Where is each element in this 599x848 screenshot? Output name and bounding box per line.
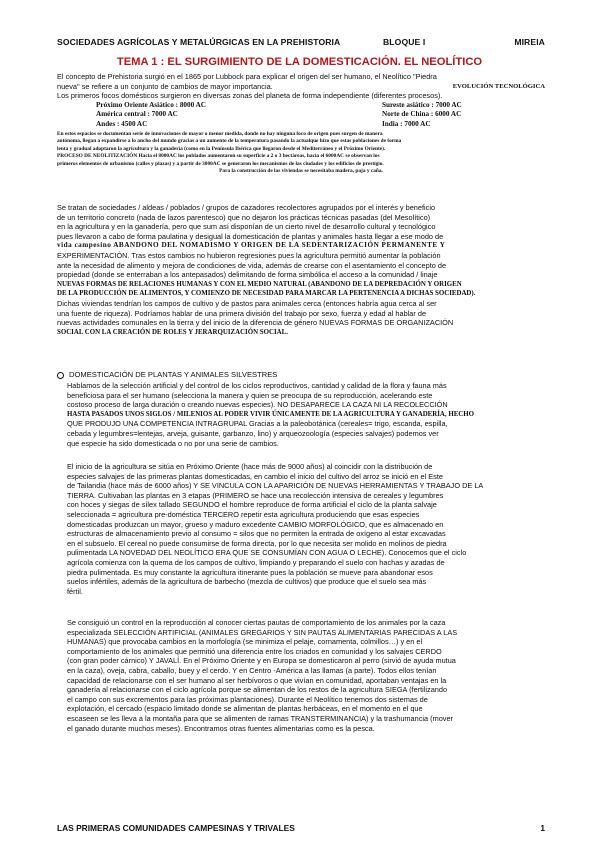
intro-paragraph xyxy=(57,72,545,101)
focus-item: Sureste asiático : 7000 AC xyxy=(382,101,462,109)
text-line: beneficiosa para el ser humano (selecciona la manera y quien se preocupa de su reproducción, acelerando este xyxy=(67,390,433,400)
text-line: explotación, el cercado (espacio limitado donde se alimentan de plantas herbáceas, en el momento en el que xyxy=(67,704,423,714)
text-line: domesticadas produzcan un mayor, grueso y maduro excedente CAMBIO MORFOLÓGICO, que es almacenado en xyxy=(67,519,444,529)
intro-highlight: EVOLUCIÓN TECNOLÓGICA xyxy=(452,82,545,90)
page-number: 1 xyxy=(540,823,545,833)
text-line: en la caza), oveja, cabra, caballo, buey y el cerdo. Y en Centro -América a las llamas (a parte). Todos ellos tenían xyxy=(67,665,437,675)
text-line: en la agricultura y en la ganadería, pero que sum así disponían de un cierto nivel de desarrollo cultural y tecnológico xyxy=(57,222,436,232)
header-block: BLOQUE I xyxy=(383,37,426,47)
note-line: En estos espacios se documentan serie de innovaciones de mayor o menor medida, donde no hay ninguna foco de origen pues surgen de manera xyxy=(57,131,383,137)
text-line: vida campesino ABANDONO DEL NOMADISMO Y ORIGEN DE LA SEDENTARIZACIÓN PERMANENTE Y xyxy=(57,241,446,250)
intro-line-text: nueva" se refiere a un conjunto de cambios de mayor importancia. xyxy=(57,81,273,91)
text-line: pulimentada LA NOVEDAD DEL NEOLÍTICO ERA QUE SE CONSUMÍAN CON AGUA O LECHE). Conocemos que el ciclo xyxy=(67,548,467,558)
text-line: en el subsuelo. El cereal no puede consumirse de forma directa, por lo que necesita ser molido en molinos de piedra xyxy=(67,538,447,548)
text-line: capacidad de relacionarse con el ser humano al ser herbívoros o que vivían en comunidad, aportaban ventajas en la xyxy=(67,675,447,685)
text-line: seleccionada = agricultura pre-doméstica TERCERO repetir esta agricultura produciendo que esas especies xyxy=(67,509,420,519)
paragraph-societies xyxy=(57,203,545,337)
note-line: Para la construcción de las viviendas se necesitaba madera, paja y caña. xyxy=(219,168,383,175)
text-line: ganadería al relacionarse con el ciclo agrícola porque se alimentan de los restos de la agricultura SIEGA (fertilizando xyxy=(67,685,448,695)
paragraph-agriculture xyxy=(67,462,545,596)
intro-line: El concepto de Prehistoria surgió en el 1865 por Lubbock para explicar el origen del ser humano, el Neolítico "Piedra xyxy=(57,72,437,81)
text-line: SOCIAL CON LA CREACIÓN DE ROLES Y JERARQUIZACIÓN SOCIAL. xyxy=(57,328,288,336)
text-line: costoso proceso de larga duración o creando nuevas especies). NO DESAPARECE LA CAZA NI LA RECOLECCIÓN xyxy=(67,400,448,410)
neolithization-note xyxy=(57,131,545,175)
text-line: escaseen se les lleva a la montaña para que se alimenten de ramas TRANSTERMINANCIA) y la trashumancia (mover xyxy=(67,713,453,723)
section-title: DOMESTICACIÓN DE PLANTAS Y ANIMALES SILVESTRES xyxy=(69,370,278,379)
text-line: que especie ha sido domesticada o no por una serie de cambios. xyxy=(67,438,279,448)
foci-row xyxy=(96,110,566,119)
text-line: Se tratan de sociedades / aldeas / poblados / grupos de cazadores recolectores agrupados por el interés y beneficio xyxy=(57,203,436,212)
text-line: suelos infértiles, además de la agricultura de barbecho (mezcla de cultivos) que produce que el suelo sea más xyxy=(67,577,427,587)
header-course-title: SOCIEDADES AGRÍCOLAS Y METALÚRGICAS EN LA PREHISTORIA xyxy=(57,37,341,47)
text-line: piedra pulimentada. Es muy constante la agricultura itinerante pues la población se mueve para abandonar esos xyxy=(67,567,433,577)
text-line: una fuente de riqueza). Podríamos hablar de una primera división del trabajo por sexo, fuerza y edad al hablar de xyxy=(57,308,427,318)
focus-item: Andes : 4500 AC xyxy=(96,119,148,128)
focus-item: Próximo Oriente Asiático : 8000 AC xyxy=(96,101,206,109)
note-line: lenta y gradual adoptaron la agricultura y la ganadería (como en la Península Ibérica que llegaron desde el Mediterráneo y el Próximo Oriente). xyxy=(57,145,386,152)
note-line: autónoma, llegan a expandirse a lo ancho del mundo gracias a un aumento de la temperatura pasando la actualque hizo que estas poblaciones de forma xyxy=(57,138,402,145)
document-title: TEMA 1 : EL SURGIMIENTO DE LA DOMESTICACIÓN. EL NEOLÍTICO xyxy=(116,56,483,68)
foci-row xyxy=(96,120,566,129)
intro-line: Los primeros focos domésticos surgieron en diversas zonas del planeta de forma independiente (diferentes procesos). xyxy=(57,91,443,101)
text-line: de un territorio concreto (nada de lazos parentesco) que no dejaron los prácticas técnicas pasadas (del Mesolítico) xyxy=(57,212,431,222)
header-author: MIREIA xyxy=(514,37,545,47)
foci-row xyxy=(96,101,566,110)
note-line: PROCESO DE NEOLITIZACIÓN Hacia el 8000AC los poblados aumentaron su superficie a 2 o 3 hectáreas, hacia el 6000AC se observan los xyxy=(57,153,380,160)
focus-item: América central : 7000 AC xyxy=(96,110,178,119)
text-line: fértil. xyxy=(67,586,83,596)
text-line: especializada SELECCIÓN ARTIFICIAL (ANIMALES GREGARIOS Y SIN PAUTAS ALIMENTARIAS PARECIDAS A LAS xyxy=(67,627,458,637)
focus-item: India : 7000 AC xyxy=(382,119,431,128)
note-line: primeros elementos de urbanismo (calles y plazas) y a partir de 3000AC se generaron los mecanismos de las ciudades y los edificios de prestigio. xyxy=(57,160,384,167)
footer-title: LAS PRIMERAS COMUNIDADES CAMPESINAS Y TRIVALES xyxy=(57,823,295,833)
text-line: estructuras de almacenamiento previo al consumo = silos que no permiten la entrada de oxígeno al estar excavadas xyxy=(67,529,446,539)
text-line: DE LA PRODUCCIÓN DE ALIMENTOS, Y COMIENZO DE NECESIDAD PARA MARCAR LA PERTENENCIA A DICHAS SOCIEDAD). xyxy=(57,290,476,298)
section-heading xyxy=(57,370,277,379)
text-line: el ganado durante muchos meses). Encontramos otras fuentes alimentarias como es la pesca. xyxy=(67,723,375,733)
bullet-icon xyxy=(57,372,64,379)
text-line: El inicio de la agricultura se sitúa en Próximo Oriente (hace más de 9000 años) al coincidir con la distribución de xyxy=(67,462,433,471)
text-line: con hoces y siegas de sílex tallado SEGUNDO el hombre reproduce de forma artificial el ciclo de la planta salvaje xyxy=(67,500,437,510)
text-line: HASTA PASADOS UNOS SIGLOS / MILENIOS AL PODER VIVIR ÚNICAMENTE DE LA AGRICULTURA Y GANADERÍA, HECHO xyxy=(67,410,475,418)
text-line: propiedad (donde se enterraban a los antepasados) delimitando de forma simbólica el acceso a la comunidad / linaje xyxy=(57,270,438,280)
text-line: EXPERIMENTACIÓN. Tras estos cambios no hubieron regresiones pues la agricultura permitió aumentar la población xyxy=(57,250,441,260)
paragraph-animals xyxy=(67,618,545,733)
text-line: (con gran poder cárnico) Y JAVALÍ. En el Próximo Oriente y en Europa se domesticaron al perro (sirvió de ayuda mutua xyxy=(67,656,456,666)
domestication-foci-list xyxy=(96,101,566,129)
text-line: TIERRA. Cultivaban las plantas en 3 etapas (PRIMERO se hace una recolección intensiva de cereales y legumbres xyxy=(67,490,444,500)
text-line: QUE PRODUJO UNA COMPETENCIA INTRAGRUPAL Gracias a la paleobotánica (cereales= trigo, escanda, espilla, xyxy=(67,419,448,429)
text-line: pues llevaron a cabo de forma paulatina y desigual la domesticación de plantas y animales hasta llegar a ese modo de xyxy=(57,231,444,241)
text-line: NUEVAS FORMAS DE RELACIONES HUMANAS Y CON EL MEDIO NATURAL (ABANDONO DE LA DEPREDACIÓN Y ORIGEN xyxy=(57,280,462,288)
intro-line xyxy=(57,82,545,92)
text-line: nuevas actividades comunales en la tierra y del inicio de la diferencia de género NUEVAS FORMAS DE ORGANIZACIÓN xyxy=(57,318,454,328)
text-line: Dichas viviendas tendrían los campos de cultivo y de pastos para animales cerca (entonces habría agua cerca al ser xyxy=(57,298,437,308)
text-line: ante la necesidad de alimento y mejora de condiciones de vida, además de crearse con el asentamiento el concepto de xyxy=(57,260,447,270)
text-line: cebada y legumbres=lentejas, arveja, guisante, garbanzo, lino) y arqueozoología (especies salvajes) podemos ver xyxy=(67,428,439,438)
text-line: de Tailandia (hace más de 6000 años) Y SE VINCULA CON LA APARICIÓN DE NUEVAS HERRAMIENTAS Y TRABAJO DE LA xyxy=(67,481,484,491)
text-line: agrícola comienza con la quema de los campos de cultivo, limpiando y preparando el suelo con hachas y azadas de xyxy=(67,557,445,567)
text-line: Se consiguió un control en la reproducción al conocer ciertas pautas de comportamiento de los animales por la caza xyxy=(67,618,446,627)
text-line: Hablamos de la selección artificial y del control de los ciclos reproductivos, cantidad y calidad de la flora y fauna más xyxy=(67,381,447,390)
text-line: comportamiento de los animales que permitió una diferencia entre los criados en comunidad y los salvajes CERDO xyxy=(67,646,442,656)
focus-item: Norte de China : 6000 AC xyxy=(382,110,462,119)
text-line: HUMANAS) que provocaba cambios en la morfología (se minimiza el pelaje, cornamenta, colmillos…) y en el xyxy=(67,637,423,647)
text-line: especies salvajes de las primeras plantas domesticadas, en cambio el inicio del cultivo del arroz se inició en el Este xyxy=(67,471,443,481)
paragraph-selection xyxy=(67,381,545,448)
text-line: el campo con sus excrementos para las próximas plantaciones). Durante el Neolítico tenemos dos sistemas de xyxy=(67,694,428,704)
